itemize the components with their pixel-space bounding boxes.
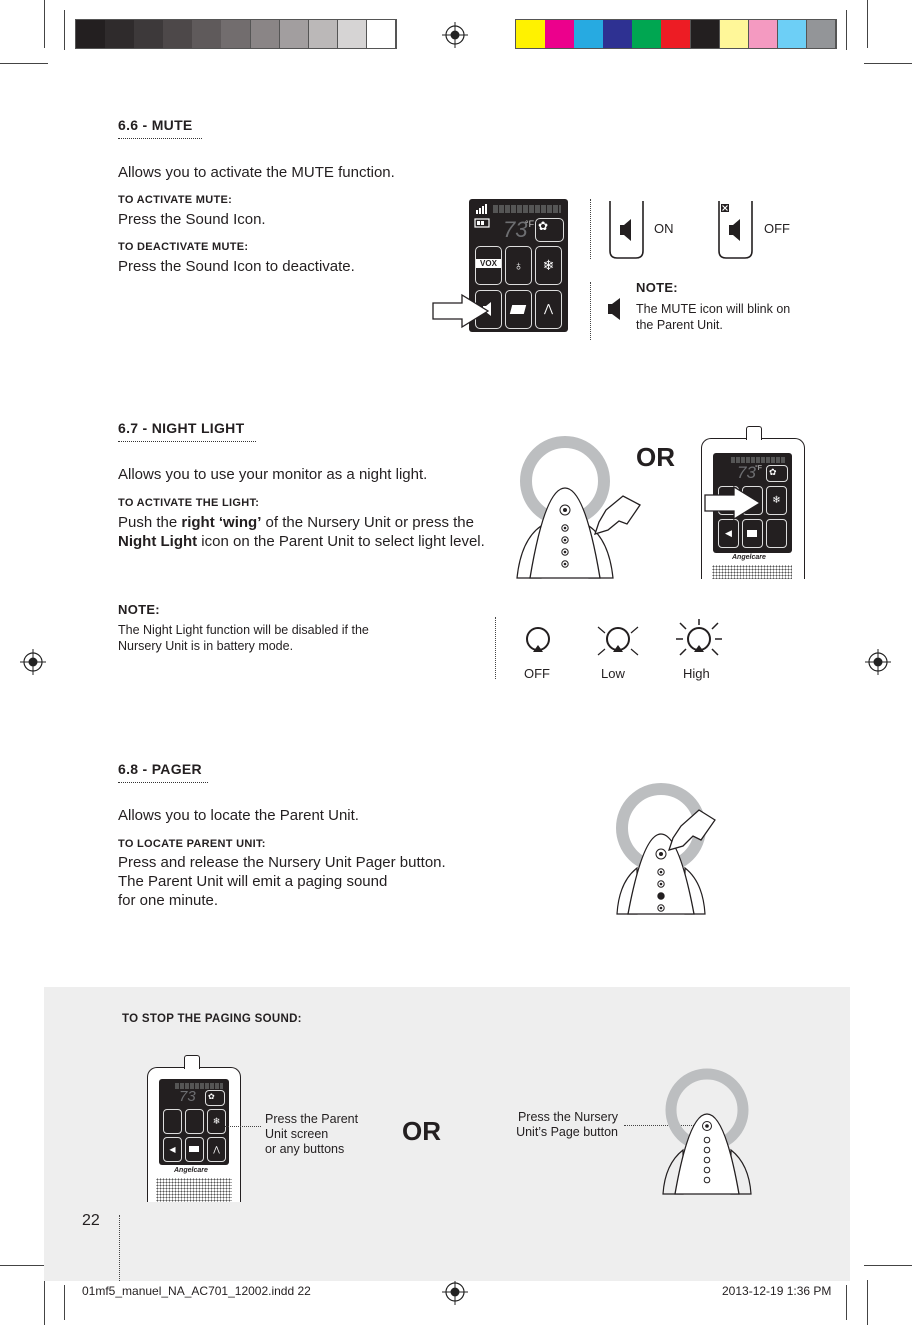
mute-note-text: The MUTE icon will blink on the Parent Unit. — [636, 302, 791, 332]
color-swatch — [749, 20, 779, 48]
screen-level-bar — [493, 205, 561, 213]
dotted-divider — [495, 617, 496, 679]
speaker-icon — [608, 298, 622, 320]
color-swatch — [545, 20, 575, 48]
temperature-unit: °F — [755, 465, 763, 472]
pager-locate-line-3: for one minute. — [118, 892, 219, 909]
night-light-intro: Allows you to use your monitor as a night light. — [118, 466, 428, 483]
mute-activate-text: Press the Sound Icon. — [118, 211, 266, 228]
mute-activate-title: TO ACTIVATE MUTE: — [118, 194, 233, 206]
parent-unit-device — [147, 1067, 241, 1202]
vox-label: VOX — [476, 259, 501, 268]
color-swatch — [632, 20, 662, 48]
speaker-grille — [712, 565, 792, 579]
or-separator: OR — [402, 1116, 441, 1146]
temperature-button[interactable]: ❄ — [535, 246, 562, 285]
pager-heading: 6.8 - PAGER — [118, 761, 202, 777]
heading-underline — [118, 138, 202, 139]
mute-on-icon — [609, 201, 644, 259]
device-screen: 73 ✿ ❄ ◀ ⋀ — [159, 1079, 229, 1165]
temperature-readout: 73 — [179, 1088, 196, 1105]
stop-paging-parent-text: Press the Parent Unit screen or any buttons — [265, 1112, 359, 1156]
color-swatch — [661, 20, 691, 48]
night-light-high-icon — [672, 618, 726, 664]
settings-gear-button[interactable]: ✿ — [535, 218, 564, 242]
stop-paging-nursery-text: Press the Nursery Unit’s Page button — [516, 1110, 618, 1139]
registration-mark-icon — [865, 649, 891, 675]
night-light-activate-title: TO ACTIVATE THE LIGHT: — [118, 497, 260, 509]
movement-button[interactable]: ⋀ — [535, 290, 562, 329]
night-light-heading: 6.7 - NIGHT LIGHT — [118, 420, 245, 436]
speaker-grille — [156, 1178, 232, 1202]
pointing-arrow-icon — [432, 294, 492, 328]
pointing-arrow-icon — [704, 486, 764, 520]
talk-icon — [510, 305, 526, 314]
color-swatch — [134, 20, 164, 48]
page-number: 22 — [82, 1212, 100, 1229]
night-light-off-icon — [523, 626, 553, 660]
registration-mark-icon — [442, 22, 468, 48]
battery-icon — [475, 219, 491, 227]
color-swatch — [516, 20, 546, 48]
dotted-divider — [119, 1215, 120, 1281]
night-light-note-text: The Night Light function will be disabled if the Nursery Unit is in battery mode. — [118, 623, 369, 653]
dotted-divider — [590, 282, 591, 340]
vox-button[interactable] — [475, 246, 502, 285]
nursery-unit-illustration — [657, 1068, 757, 1200]
talk-button[interactable] — [505, 290, 532, 329]
gray-color-bar — [76, 20, 396, 48]
mute-on-label: ON — [654, 221, 674, 236]
process-color-bar — [516, 20, 836, 48]
heading-underline — [118, 441, 256, 442]
pager-locate-title: TO LOCATE PARENT UNIT: — [118, 838, 266, 850]
pager-locate-line-1: Press and release the Nursery Unit Pager button. — [118, 854, 446, 871]
color-swatch — [309, 20, 339, 48]
color-swatch — [105, 20, 135, 48]
mute-off-icon — [718, 201, 753, 259]
color-swatch — [280, 20, 310, 48]
mute-note-title: NOTE: — [636, 280, 678, 295]
color-swatch — [603, 20, 633, 48]
nursery-unit-pager-illustration — [611, 782, 721, 916]
night-light-note-title: NOTE: — [118, 602, 160, 617]
temperature-readout: 73 — [737, 463, 756, 482]
mute-off-label: OFF — [764, 221, 790, 236]
or-separator: OR — [636, 442, 675, 472]
registration-mark-icon — [442, 1279, 468, 1305]
date-info: 2013-12-19 1:36 PM — [722, 1284, 832, 1298]
color-swatch — [574, 20, 604, 48]
color-swatch — [691, 20, 721, 48]
color-swatch — [807, 20, 837, 48]
night-light-activate-text: Push the right ‘wing’ of the Nursery Unit or press the Night Light icon on the Parent Unit to select light level. — [118, 514, 485, 550]
color-swatch — [192, 20, 222, 48]
device-screen: 73 °F ✿ ❄ ◀ — [713, 453, 792, 553]
brand-logo: Angelcare — [174, 1167, 208, 1174]
night-light-button[interactable]: ♁ — [505, 246, 532, 285]
pager-intro: Allows you to locate the Parent Unit. — [118, 807, 359, 824]
heading-underline — [118, 782, 208, 783]
color-swatch — [367, 20, 397, 48]
night-light-level-off: OFF — [524, 666, 550, 681]
dotted-divider — [590, 199, 591, 259]
color-swatch — [163, 20, 193, 48]
mute-deactivate-text: Press the Sound Icon to deactivate. — [118, 258, 355, 275]
color-swatch — [221, 20, 251, 48]
color-swatch — [720, 20, 750, 48]
file-info: 01mf5_manuel_NA_AC701_12002.indd 22 — [82, 1284, 311, 1298]
registration-mark-icon — [20, 649, 46, 675]
mute-intro: Allows you to activate the MUTE function. — [118, 164, 395, 181]
night-light-low-icon — [596, 624, 640, 664]
color-swatch — [338, 20, 368, 48]
stop-paging-title: TO STOP THE PAGING SOUND: — [122, 1013, 302, 1025]
color-swatch — [251, 20, 281, 48]
temperature-readout: 73 — [503, 217, 528, 242]
color-swatch — [778, 20, 808, 48]
mute-heading: 6.6 - MUTE — [118, 117, 193, 133]
night-light-level-low: Low — [601, 666, 625, 681]
temperature-unit: °F — [525, 219, 535, 229]
signal-bars-icon — [476, 204, 490, 214]
pager-locate-line-2: The Parent Unit will emit a paging sound — [118, 873, 388, 890]
dotted-leader — [225, 1126, 261, 1127]
color-swatch — [76, 20, 106, 48]
mute-deactivate-title: TO DEACTIVATE MUTE: — [118, 241, 249, 253]
night-light-level-high: High — [683, 666, 710, 681]
brand-logo: Angelcare — [732, 554, 766, 561]
